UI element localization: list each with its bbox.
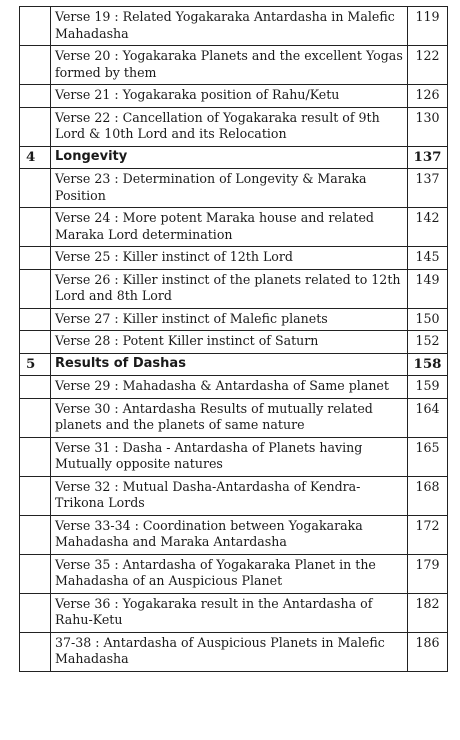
chapter-number xyxy=(20,247,51,270)
chapter-number xyxy=(20,376,51,399)
verse-title: Verse 29 : Mahadasha & Antardasha of Same planet xyxy=(51,376,408,399)
verse-title: Verse 23 : Determination of Longevity & Maraka Position xyxy=(51,169,408,208)
verse-title: Verse 30 : Antardasha Results of mutually related planets and the planets of same nature xyxy=(51,398,408,437)
chapter-number xyxy=(20,476,51,515)
page-number: 165 xyxy=(408,437,448,476)
chapter-number xyxy=(20,7,51,46)
verse-row xyxy=(20,331,448,354)
toc-body xyxy=(20,7,448,672)
verse-title: Verse 28 : Potent Killer instinct of Saturn xyxy=(51,331,408,354)
page-number: 186 xyxy=(408,632,448,671)
verse-row xyxy=(20,593,448,632)
page-number: 137 xyxy=(408,146,448,169)
chapter-title: Results of Dashas xyxy=(51,353,408,376)
verse-title: Verse 36 : Yogakaraka result in the Antardasha of Rahu-Ketu xyxy=(51,593,408,632)
verse-row xyxy=(20,437,448,476)
verse-title: Verse 27 : Killer instinct of Malefic planets xyxy=(51,308,408,331)
verse-title: Verse 25 : Killer instinct of 12th Lord xyxy=(51,247,408,270)
chapter-number: 5 xyxy=(20,353,51,376)
verse-row xyxy=(20,208,448,247)
chapter-number xyxy=(20,208,51,247)
page-number: 182 xyxy=(408,593,448,632)
page-number: 126 xyxy=(408,85,448,108)
verse-row xyxy=(20,376,448,399)
verse-title: Verse 26 : Killer instinct of the planets related to 12th Lord and 8th Lord xyxy=(51,269,408,308)
verse-title: Verse 21 : Yogakaraka position of Rahu/Ketu xyxy=(51,85,408,108)
chapter-number xyxy=(20,85,51,108)
page-number: 149 xyxy=(408,269,448,308)
verse-row xyxy=(20,308,448,331)
page-number: 179 xyxy=(408,554,448,593)
chapter-number xyxy=(20,593,51,632)
chapter-row xyxy=(20,146,448,169)
verse-row xyxy=(20,398,448,437)
chapter-row xyxy=(20,353,448,376)
page-number: 150 xyxy=(408,308,448,331)
verse-row xyxy=(20,169,448,208)
verse-title: Verse 19 : Related Yogakaraka Antardasha in Malefic Mahadasha xyxy=(51,7,408,46)
chapter-number xyxy=(20,632,51,671)
page-number: 145 xyxy=(408,247,448,270)
verse-row xyxy=(20,632,448,671)
verse-title: Verse 20 : Yogakaraka Planets and the excellent Yogas formed by them xyxy=(51,46,408,85)
page-number: 158 xyxy=(408,353,448,376)
verse-row xyxy=(20,515,448,554)
page-number: 172 xyxy=(408,515,448,554)
page-number: 137 xyxy=(408,169,448,208)
table-of-contents xyxy=(19,6,448,672)
verse-row xyxy=(20,107,448,146)
verse-row xyxy=(20,554,448,593)
chapter-number xyxy=(20,46,51,85)
chapter-number xyxy=(20,554,51,593)
page-number: 142 xyxy=(408,208,448,247)
verse-row xyxy=(20,46,448,85)
page-number: 152 xyxy=(408,331,448,354)
verse-title: 37-38 : Antardasha of Auspicious Planets in Malefic Mahadasha xyxy=(51,632,408,671)
chapter-number xyxy=(20,437,51,476)
chapter-number xyxy=(20,331,51,354)
verse-row xyxy=(20,7,448,46)
verse-title: Verse 35 : Antardasha of Yogakaraka Planet in the Mahadasha of an Auspicious Planet xyxy=(51,554,408,593)
page-number: 159 xyxy=(408,376,448,399)
verse-title: Verse 24 : More potent Maraka house and related Maraka Lord determination xyxy=(51,208,408,247)
verse-title: Verse 32 : Mutual Dasha-Antardasha of Kendra-Trikona Lords xyxy=(51,476,408,515)
chapter-number xyxy=(20,398,51,437)
verse-title: Verse 33-34 : Coordination between Yogakaraka Mahadasha and Maraka Antardasha xyxy=(51,515,408,554)
verse-row xyxy=(20,476,448,515)
chapter-number xyxy=(20,308,51,331)
verse-title: Verse 31 : Dasha - Antardasha of Planets having Mutually opposite natures xyxy=(51,437,408,476)
chapter-number xyxy=(20,169,51,208)
verse-title: Verse 22 : Cancellation of Yogakaraka result of 9th Lord & 10th Lord and its Relocation xyxy=(51,107,408,146)
chapter-number xyxy=(20,269,51,308)
page-number: 130 xyxy=(408,107,448,146)
chapter-number xyxy=(20,107,51,146)
chapter-number xyxy=(20,515,51,554)
verse-row xyxy=(20,247,448,270)
verse-row xyxy=(20,85,448,108)
chapter-title: Longevity xyxy=(51,146,408,169)
page-number: 122 xyxy=(408,46,448,85)
page-number: 168 xyxy=(408,476,448,515)
page-number: 119 xyxy=(408,7,448,46)
page-number: 164 xyxy=(408,398,448,437)
verse-row xyxy=(20,269,448,308)
chapter-number: 4 xyxy=(20,146,51,169)
